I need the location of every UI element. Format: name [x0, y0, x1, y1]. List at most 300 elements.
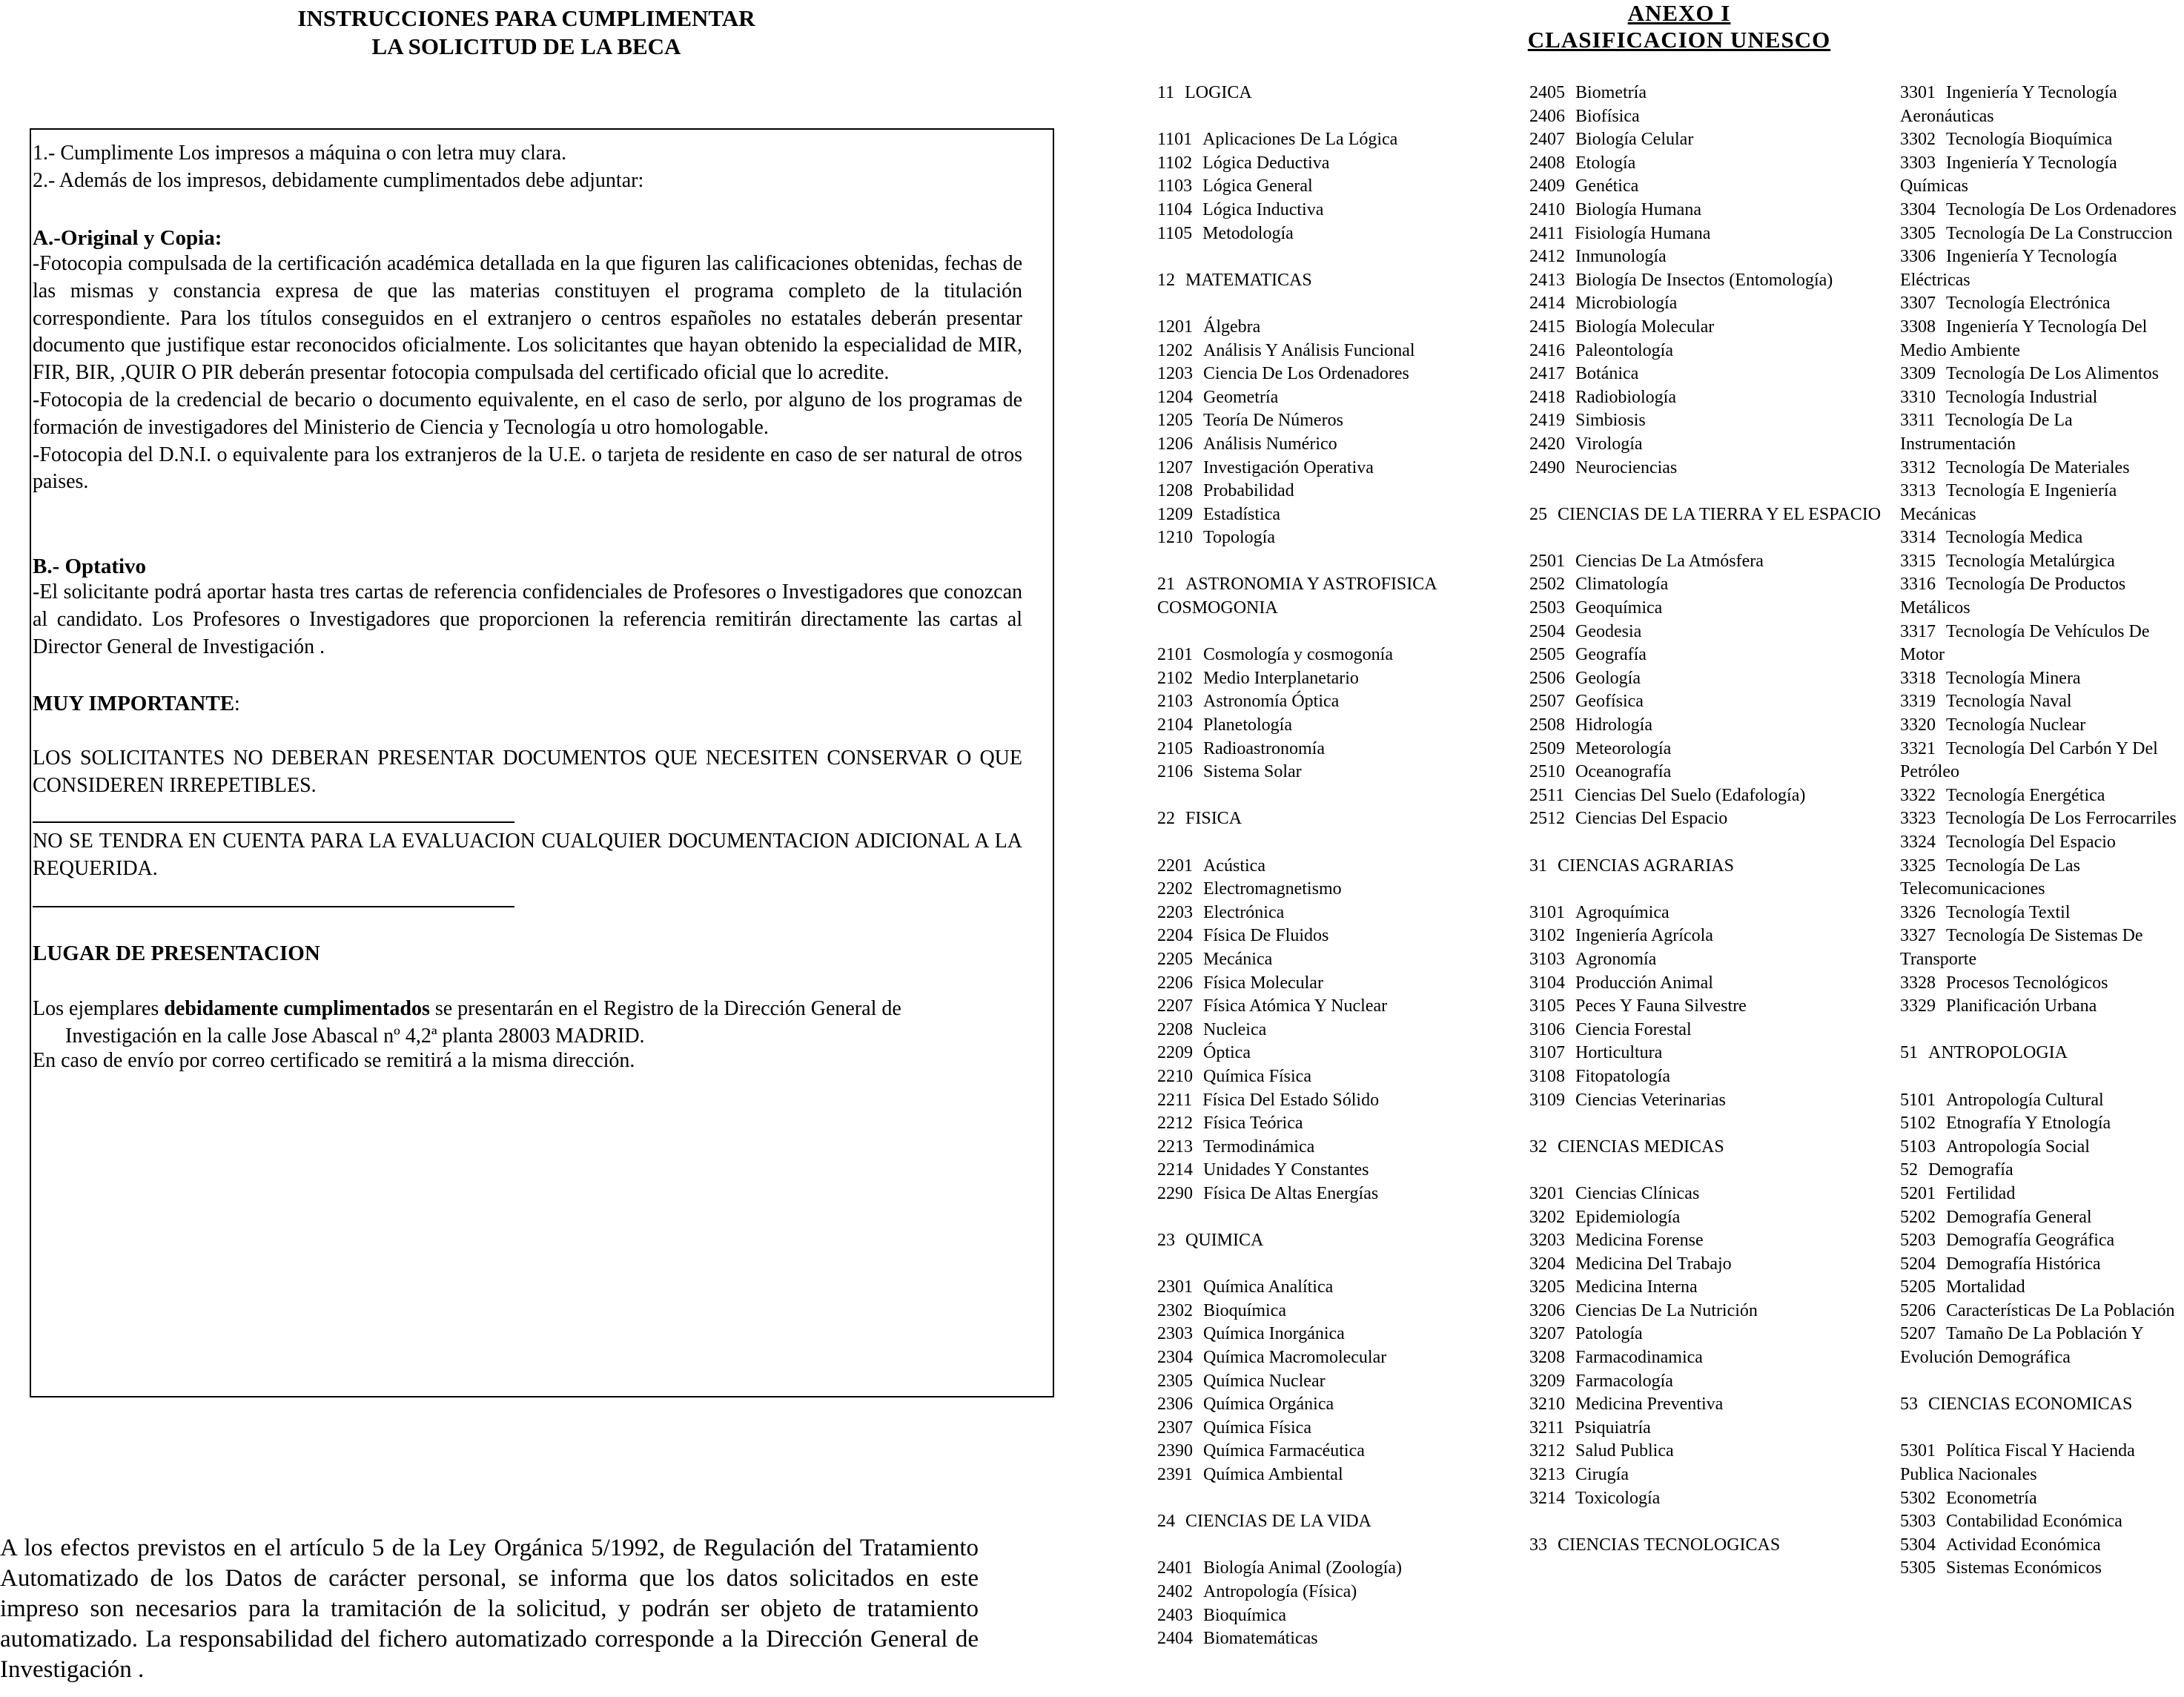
entry-label: Ciencias De La Atmósfera [1575, 551, 1764, 571]
classification-entry [1157, 761, 1506, 784]
entry-code: 3301 [1900, 83, 1936, 102]
category-heading [1157, 807, 1506, 831]
category-heading [1157, 82, 1506, 105]
classification-entry [1900, 1229, 2184, 1253]
entry-label: Tecnología De Sistemas De Transporte [1900, 926, 2143, 969]
entry-code: 5201 [1900, 1183, 1936, 1203]
entry-code: 1103 [1157, 176, 1193, 196]
classification-entry [1900, 82, 2184, 128]
entry-code: 3315 [1900, 551, 1936, 571]
entry-label: Antropología Social [1946, 1137, 2090, 1157]
divider-1 [33, 821, 514, 823]
classification-entry [1157, 995, 1506, 1019]
entry-label: Características De La Población [1946, 1300, 2175, 1320]
entry-label: Fisiología Humana [1575, 223, 1711, 243]
entry-code: 3320 [1900, 715, 1936, 735]
category-heading [1900, 1393, 2184, 1417]
entry-label: Tecnología Energética [1946, 785, 2105, 805]
classification-entry [1900, 1276, 2184, 1300]
entry-label: Farmacodinamica [1575, 1348, 1703, 1368]
entry-code: 1102 [1157, 153, 1193, 173]
classification-entry [1529, 1463, 1893, 1487]
entry-code: 2511 [1529, 785, 1565, 805]
entry-code: 3302 [1900, 130, 1936, 150]
classification-entry [1157, 1604, 1506, 1628]
entry-code: 1202 [1157, 340, 1193, 360]
entry-label: Patología [1575, 1324, 1643, 1344]
classification-entry [1900, 1534, 2184, 1558]
entry-code: 3107 [1529, 1043, 1565, 1063]
unesco-column-2 [1529, 82, 1893, 1557]
entry-label: Geoquímica [1575, 598, 1663, 618]
classification-entry [1157, 1557, 1506, 1581]
entry-label: Psiquiatría [1575, 1418, 1651, 1438]
entry-code: 3308 [1900, 317, 1936, 337]
entry-code: 2417 [1529, 364, 1565, 384]
section-a-paragraph-3: -Fotocopia del D.N.I. o equivalente para los extranjeros de la U.E. o tarjeta de residente en caso de ser natural de otros paises. [33, 443, 1022, 494]
section-a-heading: A.-Original y Copia: [33, 226, 222, 250]
entry-code: 3102 [1529, 926, 1565, 946]
entry-label: Medicina Interna [1575, 1277, 1698, 1297]
entry-label: Econometría [1946, 1488, 2037, 1508]
entry-label: Tecnología Bioquímica [1946, 130, 2113, 150]
classification-entry [1157, 1417, 1506, 1440]
important-paragraph-2: NO SE TENDRA EN CUENTA PARA LA EVALUACION CUALQUIER DOCUMENTACION ADICIONAL A LA REQUERIDA. [33, 830, 1022, 880]
classification-entry [1157, 855, 1506, 879]
entry-code: 2407 [1529, 130, 1565, 150]
classification-entry [1157, 667, 1506, 691]
entry-label: Salud Publica [1575, 1441, 1674, 1461]
classification-entry [1529, 1182, 1893, 1206]
entry-code: 2416 [1529, 340, 1565, 360]
entry-label: Ciencias Clínicas [1575, 1183, 1700, 1203]
entry-code: 2401 [1157, 1558, 1193, 1578]
entry-code: 2306 [1157, 1395, 1193, 1415]
classification-entry [1157, 1463, 1506, 1487]
classification-entry [1529, 1206, 1893, 1230]
entry-label: Inmunología [1575, 247, 1667, 267]
anexo-title: ANEXO I [1627, 0, 1731, 26]
entry-label: CIENCIAS TECNOLOGICAS [1558, 1535, 1781, 1555]
classification-entry [1529, 433, 1893, 457]
entry-code: 5101 [1900, 1090, 1936, 1110]
classification-entry [1529, 1019, 1893, 1042]
entry-code: 5103 [1900, 1137, 1936, 1157]
classification-entry [1157, 1182, 1506, 1206]
entry-code: 3317 [1900, 621, 1936, 641]
entry-label: Geometría [1203, 387, 1279, 407]
divider-2 [33, 906, 514, 907]
entry-label: Geografía [1575, 645, 1647, 665]
spacer [1529, 480, 1893, 503]
entry-label: Planetología [1203, 715, 1292, 735]
entry-code: 3314 [1900, 528, 1936, 548]
data-protection-notice [0, 1533, 979, 1685]
spacer [1157, 292, 1506, 316]
entry-label: Virología [1575, 434, 1643, 454]
entry-code: 12 [1157, 270, 1175, 290]
entry-label: Geodesia [1575, 621, 1642, 641]
classification-entry [1157, 1112, 1506, 1136]
entry-code: 5305 [1900, 1558, 1936, 1578]
classification-entry [1529, 386, 1893, 410]
category-heading [1529, 503, 1893, 527]
entry-code: 3209 [1529, 1371, 1565, 1391]
instructions-title [245, 4, 808, 61]
entry-label: Química Ambiental [1203, 1465, 1343, 1485]
entry-label: Estadística [1203, 504, 1280, 524]
entry-label: Medicina Forense [1575, 1231, 1704, 1251]
classification-entry [1157, 1346, 1506, 1370]
entry-code: 1201 [1157, 317, 1193, 337]
entry-code: 23 [1157, 1231, 1175, 1251]
lugar-text-bold: debidamente cumplimentados [164, 997, 430, 1020]
entry-code: 3106 [1529, 1019, 1565, 1039]
entry-code: 5301 [1900, 1441, 1936, 1461]
lugar-text-address: Investigación en la calle Jose Abascal nº 4,2ª planta 28003 MADRID. [65, 1024, 645, 1048]
classification-entry [1900, 1089, 2184, 1113]
classification-entry [1529, 807, 1893, 831]
entry-code: 3311 [1900, 411, 1936, 431]
entry-code: 3324 [1900, 833, 1936, 852]
classification-entry [1529, 1393, 1893, 1417]
category-heading [1157, 573, 1506, 620]
entry-code: 2406 [1529, 106, 1565, 126]
entry-code: 3326 [1900, 902, 1936, 922]
classification-entry [1157, 199, 1506, 222]
classification-entry [1529, 972, 1893, 996]
entry-label: Hidrología [1575, 715, 1652, 735]
entry-label: Simbiosis [1575, 411, 1646, 431]
entry-code: 3327 [1900, 926, 1936, 946]
classification-entry [1529, 340, 1893, 363]
entry-code: 1207 [1157, 457, 1193, 477]
instructions-box [30, 128, 1054, 1397]
entry-code: 5303 [1900, 1512, 1936, 1532]
classification-entry [1900, 738, 2184, 784]
entry-code: 3321 [1900, 738, 1936, 758]
entry-code: 3312 [1900, 457, 1936, 477]
section-a-paragraph-2: -Fotocopia de la credencial de becario o documento equivalente, en el caso de serlo, por alguno de los programas de formación de investigadores del Ministerio de Ciencia y Tecnología u otro homologable. [33, 388, 1022, 439]
classification-entry [1157, 363, 1506, 386]
classification-entry [1529, 924, 1893, 948]
entry-code: 1204 [1157, 387, 1193, 407]
classification-entry [1529, 784, 1893, 808]
entry-code: 2102 [1157, 668, 1193, 688]
classification-entry [1157, 152, 1506, 176]
entry-code: 2507 [1529, 692, 1565, 712]
entry-label: Fitopatología [1575, 1066, 1670, 1086]
classification-entry [1529, 667, 1893, 691]
entry-code: 2502 [1529, 575, 1565, 595]
entry-code: 2411 [1529, 223, 1565, 243]
data-protection-text: A los efectos previstos en el artículo 5 de la Ley Orgánica 5/1992, de Regulación del Tratamiento Automatizado de los Datos de carácter personal, se informa que los datos solicitados en este impreso son necesarios para la tramitación de la solicitud, y podrán ser objeto de tratamiento automatizado. La responsabilidad del fichero automatizado corresponde a la Dirección General de Investigación . [0, 1535, 979, 1683]
classification-entry [1157, 948, 1506, 972]
classification-entry [1900, 831, 2184, 855]
entry-code: 53 [1900, 1395, 1918, 1415]
spacer [1157, 1534, 1506, 1558]
title-line-1: INSTRUCCIONES PARA CUMPLIMENTAR [297, 5, 755, 31]
classification-entry [1529, 199, 1893, 222]
entry-label: Meteorología [1575, 738, 1672, 758]
classification-entry [1900, 363, 2184, 386]
spacer [1157, 105, 1506, 129]
title-line-2: LA SOLICITUD DE LA BECA [371, 33, 681, 59]
classification-entry [1900, 1136, 2184, 1160]
entry-code: 3328 [1900, 973, 1936, 993]
entry-label: Procesos Tecnológicos [1946, 973, 2108, 993]
entry-code: 1210 [1157, 528, 1193, 548]
entry-label: Cirugía [1575, 1465, 1629, 1485]
entry-code: 5204 [1900, 1254, 1936, 1274]
entry-label: Tecnología De Los Ordenadores [1946, 199, 2177, 219]
classification-entry [1529, 175, 1893, 199]
entry-code: 2307 [1157, 1418, 1193, 1438]
classification-entry [1529, 1323, 1893, 1346]
entry-code: 5205 [1900, 1277, 1936, 1297]
classification-entry [1900, 128, 2184, 152]
entry-label: Lógica Deductiva [1202, 153, 1330, 173]
important-colon: : [234, 692, 240, 715]
entry-label: Ingeniería Y Tecnología Químicas [1900, 153, 2117, 196]
entry-code: 3304 [1900, 199, 1936, 219]
entry-label: Análisis Numérico [1203, 434, 1337, 454]
classification-entry [1900, 855, 2184, 902]
entry-label: CIENCIAS DE LA VIDA [1185, 1512, 1371, 1532]
entry-label: Lógica General [1202, 176, 1313, 196]
entry-code: 3208 [1529, 1348, 1565, 1368]
entry-code: 1209 [1157, 504, 1193, 524]
classification-entry [1157, 1370, 1506, 1394]
entry-label: Contabilidad Económica [1946, 1512, 2122, 1532]
spacer [1529, 526, 1893, 550]
entry-label: Biología Celular [1575, 130, 1694, 150]
entry-code: 2212 [1157, 1114, 1193, 1134]
entry-code: 3323 [1900, 809, 1936, 829]
classification-entry [1157, 503, 1506, 527]
classification-entry [1157, 738, 1506, 761]
entry-label: Física De Fluidos [1203, 926, 1329, 946]
entry-code: 2402 [1157, 1582, 1193, 1601]
entry-label: Probabilidad [1203, 481, 1294, 501]
entry-label: Peces Y Fauna Silvestre [1575, 996, 1747, 1016]
entry-code: 2405 [1529, 83, 1565, 102]
entry-label: Planificación Urbana [1946, 996, 2097, 1016]
classification-entry [1157, 480, 1506, 503]
spacer [1900, 1065, 2184, 1089]
classification-entry [1900, 924, 2184, 971]
entry-label: Investigación Operativa [1203, 457, 1374, 477]
entry-code: 2302 [1157, 1300, 1193, 1320]
entry-label: Tecnología Minera [1946, 668, 2081, 688]
entry-code: 2505 [1529, 645, 1565, 665]
classification-entry [1529, 316, 1893, 340]
entry-code: 5102 [1900, 1114, 1936, 1134]
entry-code: 2214 [1157, 1160, 1193, 1180]
classification-entry [1157, 1440, 1506, 1463]
classification-entry [1157, 690, 1506, 714]
classification-entry [1900, 222, 2184, 246]
entry-code: 2410 [1529, 199, 1565, 219]
entry-code: 2209 [1157, 1043, 1193, 1063]
entry-label: Biomatemáticas [1203, 1629, 1318, 1649]
entry-label: CIENCIAS DE LA TIERRA Y EL ESPACIO [1558, 504, 1882, 524]
classification-entry [1157, 1581, 1506, 1604]
entry-label: Aplicaciones De La Lógica [1202, 130, 1398, 150]
entry-label: Geofísica [1575, 692, 1644, 712]
entry-label: Lógica Inductiva [1202, 199, 1324, 219]
entry-code: 2404 [1157, 1629, 1193, 1649]
classification-entry [1529, 1346, 1893, 1370]
section-b-heading: B.- Optativo [33, 555, 147, 578]
classification-entry [1529, 1089, 1893, 1113]
entry-label: Radioastronomía [1203, 738, 1325, 758]
classification-entry [1529, 1487, 1893, 1511]
classification-entry [1529, 1229, 1893, 1253]
spacer [1157, 831, 1506, 855]
entry-code: 3204 [1529, 1254, 1565, 1274]
entry-label: Ingeniería Agrícola [1575, 926, 1713, 946]
classification-entry [1529, 82, 1893, 105]
entry-label: Biofísica [1575, 106, 1640, 126]
entry-label: Tecnología Naval [1946, 692, 2072, 712]
entry-code: 3305 [1900, 223, 1936, 243]
classification-entry [1900, 199, 2184, 222]
classification-entry [1900, 995, 2184, 1019]
entry-label: Química Física [1203, 1418, 1311, 1438]
entry-label: Biología Molecular [1575, 317, 1715, 337]
classification-entry [1900, 316, 2184, 363]
classification-entry [1900, 550, 2184, 574]
entry-label: Física Teórica [1203, 1114, 1303, 1134]
entry-label: Química Inorgánica [1203, 1324, 1345, 1344]
entry-code: 2501 [1529, 551, 1565, 571]
spacer [1900, 1370, 2184, 1394]
lugar-paragraph-2: En caso de envío por correo certificado se remitirá a la misma dirección. [33, 1049, 635, 1072]
entry-code: 2506 [1529, 668, 1565, 688]
entry-code: 2106 [1157, 762, 1193, 782]
classification-entry [1529, 222, 1893, 246]
entry-code: 3329 [1900, 996, 1936, 1016]
classification-entry [1157, 128, 1506, 152]
entry-code: 3205 [1529, 1277, 1565, 1297]
entry-label: Física Molecular [1203, 973, 1323, 993]
entry-label: Política Fiscal Y Hacienda Publica Nacionales [1900, 1441, 2135, 1485]
entry-code: 3303 [1900, 153, 1936, 173]
entry-label: Tecnología E Ingeniería Mecánicas [1900, 481, 2117, 524]
spacer [1157, 621, 1506, 644]
classification-entry [1900, 972, 2184, 996]
entry-label: Mecánica [1203, 949, 1273, 969]
entry-code: 3109 [1529, 1090, 1565, 1110]
entry-code: 1205 [1157, 411, 1193, 431]
entry-code: 2301 [1157, 1277, 1193, 1297]
classification-entry [1900, 457, 2184, 480]
entry-code: 2207 [1157, 996, 1193, 1016]
classification-entry [1157, 1019, 1506, 1042]
classification-entry [1900, 690, 2184, 714]
entry-label: Tecnología Medica [1946, 528, 2083, 548]
classification-entry [1157, 1393, 1506, 1417]
spacer [1157, 784, 1506, 808]
entry-code: 2420 [1529, 434, 1565, 454]
entry-label: Horticultura [1575, 1043, 1663, 1063]
classification-entry [1900, 1182, 2184, 1206]
entry-label: Análisis Y Análisis Funcional [1203, 340, 1415, 360]
entry-label: Electromagnetismo [1203, 879, 1342, 899]
classification-entry [1157, 1042, 1506, 1065]
category-heading [1900, 1042, 2184, 1065]
entry-label: Biometría [1575, 83, 1647, 102]
entry-code: 2213 [1157, 1137, 1193, 1157]
spacer [1529, 1159, 1893, 1182]
classification-entry [1157, 644, 1506, 667]
classification-entry [1900, 1300, 2184, 1323]
classification-entry [1157, 902, 1506, 925]
entry-label: CIENCIAS ECONOMICAS [1928, 1395, 2133, 1415]
entry-code: 3306 [1900, 247, 1936, 267]
classification-entry [1900, 784, 2184, 808]
category-heading [1900, 1159, 2184, 1182]
entry-code: 32 [1529, 1137, 1547, 1157]
spacer [1157, 1206, 1506, 1230]
classification-entry [1157, 1627, 1506, 1651]
entry-code: 2409 [1529, 176, 1565, 196]
entry-label: Topología [1203, 528, 1275, 548]
entry-code: 24 [1157, 1512, 1175, 1532]
spacer [1529, 831, 1893, 855]
classification-entry [1157, 1089, 1506, 1113]
entry-label: Antropología Cultural [1946, 1090, 2104, 1110]
entry-code: 3325 [1900, 856, 1936, 876]
entry-label: Química Física [1203, 1066, 1311, 1086]
spacer [1900, 1019, 2184, 1042]
entry-label: Física Atómica Y Nuclear [1203, 996, 1388, 1016]
classification-entry [1900, 1557, 2184, 1581]
entry-code: 3202 [1529, 1207, 1565, 1227]
entry-label: Ciencias Del Espacio [1575, 809, 1728, 829]
lugar-heading: LUGAR DE PRESENTACION [33, 942, 320, 965]
entry-code: 52 [1900, 1160, 1918, 1180]
entry-label: Tecnología Del Carbón Y Del Petróleo [1900, 738, 2158, 782]
lugar-text-c: se presentarán en el Registro de la Dirección General de [429, 997, 901, 1020]
entry-label: Botánica [1575, 364, 1639, 384]
entry-label: Bioquímica [1203, 1605, 1286, 1625]
entry-code: 1105 [1157, 223, 1193, 243]
classification-entry [1900, 1112, 2184, 1136]
classification-entry [1529, 573, 1893, 597]
classification-entry [1157, 924, 1506, 948]
entry-label: Tecnología De Las Telecomunicaciones [1900, 856, 2080, 899]
entry-label: Actividad Económica [1946, 1535, 2101, 1555]
entry-label: Agronomía [1575, 949, 1657, 969]
section-a-text [33, 251, 1022, 496]
important-paragraph-1: LOS SOLICITANTES NO DEBERAN PRESENTAR DOCUMENTOS QUE NECESITEN CONSERVAR O QUE CONSIDEREN IRREPETIBLES. [33, 747, 1022, 797]
entry-label: CIENCIAS MEDICAS [1558, 1137, 1724, 1157]
classification-entry [1529, 269, 1893, 293]
classification-entry [1529, 761, 1893, 784]
entry-code: 2510 [1529, 762, 1565, 782]
entry-code: 3101 [1529, 902, 1565, 922]
item-1: 1.- Cumplimente Los impresos a máquina o con letra muy clara. [33, 142, 567, 165]
anexo-heading [1505, 0, 1853, 53]
entry-code: 2419 [1529, 411, 1565, 431]
entry-label: Tecnología Del Espacio [1946, 833, 2116, 852]
entry-code: 2204 [1157, 926, 1193, 946]
classification-entry [1529, 152, 1893, 176]
entry-label: Tecnología De La Construccion [1946, 223, 2173, 243]
entry-label: Medio Interplanetario [1203, 668, 1359, 688]
